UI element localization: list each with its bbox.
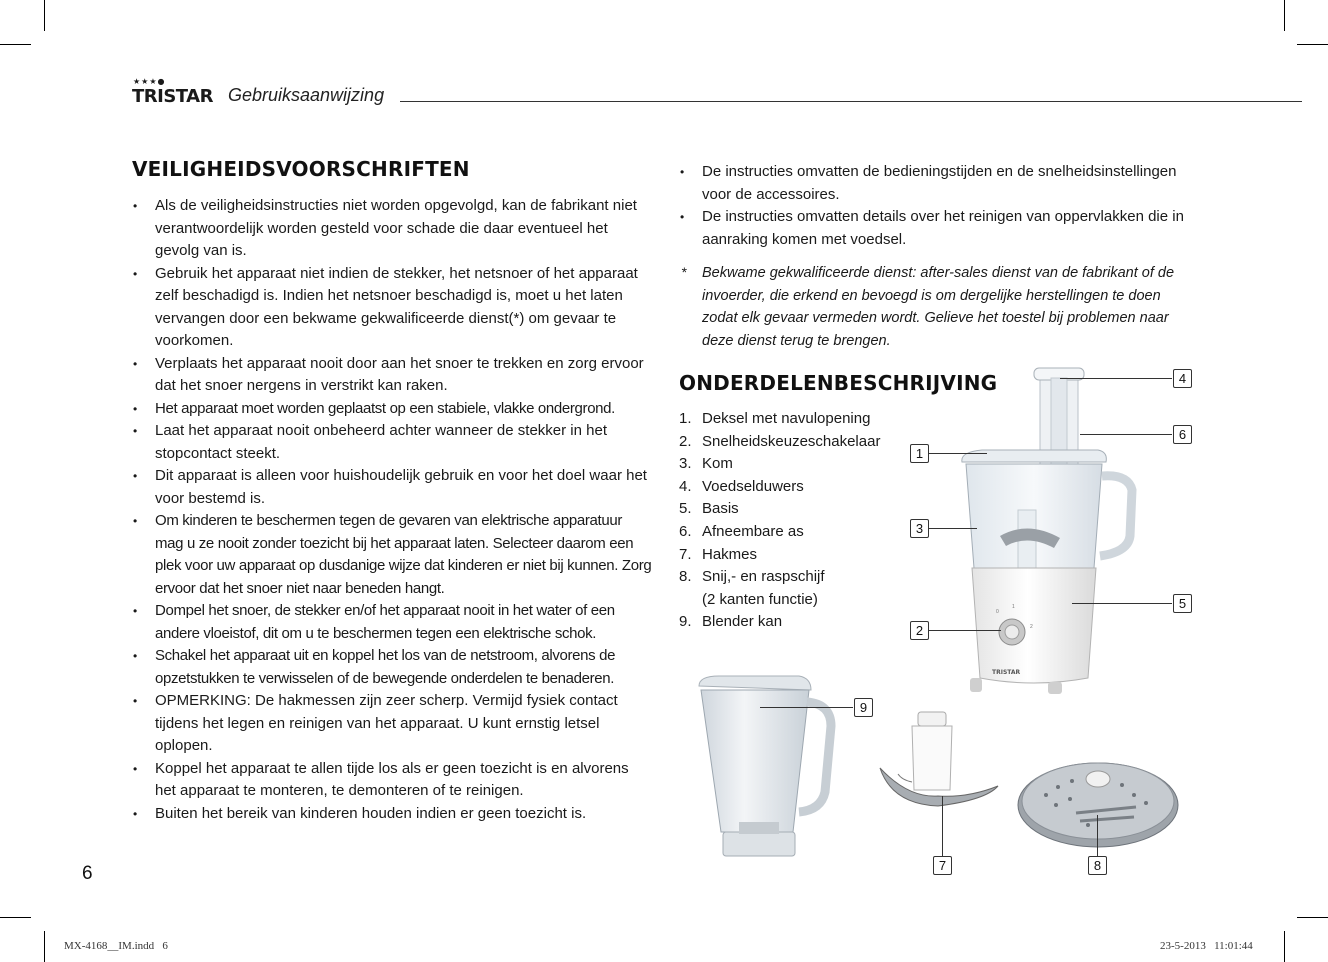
callout-8: 8 (1088, 856, 1107, 875)
safety-list (132, 195, 652, 825)
header-rule (400, 101, 1302, 102)
callout-9: 9 (854, 698, 873, 717)
dial-mark: 0 (996, 609, 999, 615)
safety-item: • Koppel het apparaat te allen tijde los als er geen toezicht is en alvorens het apparaat te monteren, te demonteren of te reinigen. (132, 758, 652, 803)
crop-mark (0, 44, 31, 45)
safety-heading: VEILIGHEIDSVOORSCHRIFTEN (132, 157, 470, 181)
crop-mark (1297, 44, 1328, 45)
callout-leader (929, 453, 987, 454)
crop-mark (44, 931, 45, 962)
document-title: Gebruiksaanwijzing (228, 85, 385, 105)
safety-item: • Gebruik het apparaat niet indien de stekker, het netsnoer of het apparaat zelf beschadigd is. Indien het netsnoer beschadigd is, moet u het laten vervangen door een bekwame gekwalificeerde dienst(*) om gevaar te voorkomen. (132, 263, 652, 353)
parts-list (679, 408, 899, 634)
slug-datetime: 23-5-2013 11:01:44 (1160, 940, 1253, 952)
safety-item: • Dompel het snoer, de stekker en/of het apparaat nooit in het water of een andere vloeistof, dit om u te beschermen tegen een elektrische schok. (132, 600, 652, 645)
safety-item: • Verplaats het apparaat nooit door aan het snoer te trekken en zorg ervoor dat het snoer nergens in verstrikt kan raken. (132, 353, 652, 398)
dial-mark: 1 (1012, 604, 1015, 610)
callout-leader (1097, 815, 1098, 856)
instructions-item: • De instructies omvatten de bedieningstijden en de snelheidsinstellingen voor de accessoires. (679, 161, 1199, 206)
callout-2: 2 (910, 621, 929, 640)
crop-mark (1284, 931, 1285, 962)
footnote-marker: * (681, 264, 687, 280)
parts-item: 4. Voedselduwers (679, 477, 804, 495)
chopping-blade-illustration (878, 708, 1003, 818)
parts-item: 2. Snelheidskeuzeschakelaar (679, 432, 881, 450)
callout-1: 1 (910, 444, 929, 463)
footnote-text: Bekwame gekwalificeerde dienst: after-sales dienst van de fabrikant of de invoerder, die erkend en bevoegd is om dergelijke herstellingen te doen zodat elk gevaar vermeden wordt. Gelieve het toestel bij problemen naar deze dienst terug te brengen. (702, 265, 1175, 350)
callout-leader (1072, 603, 1172, 604)
callout-leader (929, 630, 1001, 631)
appliance-brand: TRISTAR (992, 669, 1021, 676)
parts-item: 6. Afneembare as (679, 522, 804, 540)
safety-item: • Schakel het apparaat uit en koppel het los van de netstroom, alvorens de opzetstukken te verwisselen of de bewegende onderdelen te benaderen. (132, 645, 652, 690)
crop-mark (1284, 0, 1285, 31)
callout-6: 6 (1173, 425, 1192, 444)
food-processor-illustration (930, 360, 1140, 705)
safety-item: • Laat het apparaat nooit onbeheerd achter wanneer de stekker in het stopcontact steekt. (132, 420, 652, 465)
brand-stars-icon: ★★★● (133, 77, 166, 86)
callout-3: 3 (910, 519, 929, 538)
blender-jug-illustration (695, 672, 835, 867)
instructions-item: • De instructies omvatten details over het reinigen van oppervlakken die in aanraking komen met voedsel. (679, 206, 1199, 251)
callout-leader (760, 707, 853, 708)
safety-item: • Buiten het bereik van kinderen houden indien er geen toezicht is. (132, 803, 652, 826)
callout-leader (1060, 378, 1172, 379)
callout-leader (929, 528, 977, 529)
callout-5: 5 (1173, 594, 1192, 613)
parts-item: 5. Basis (679, 500, 739, 518)
safety-item: • Om kinderen te beschermen tegen de gevaren van elektrische apparatuur mag u ze nooit zonder toezicht bij het apparaat laten. Selecteer daarom een plek voor uw apparaat op dusdanige wijze dat kinderen er niet bij kunnen. Zorg ervoor dat het snoer niet naar beneden hangt. (132, 510, 652, 600)
instructions-list (679, 161, 1199, 251)
crop-mark (1297, 917, 1328, 918)
callout-4: 4 (1173, 369, 1192, 388)
slug-file: MX-4168__IM.indd 6 (64, 940, 168, 952)
parts-heading: ONDERDELENBESCHRIJVING (679, 371, 998, 395)
safety-item: • OPMERKING: De hakmessen zijn zeer scherp. Vermijd fysiek contact tijdens het legen en reinigen van het apparaat. U kunt ernstig letsel oplopen. (132, 690, 652, 758)
parts-item: 8. Snij,- en raspschijf (679, 568, 825, 586)
safety-item: • Dit apparaat is alleen voor huishoudelijk gebruik en voor het doel waar het voor bestemd is. (132, 465, 652, 510)
callout-leader (1080, 434, 1172, 435)
parts-item: (2 kanten functie) (702, 590, 818, 608)
callout-7: 7 (933, 856, 952, 875)
parts-item: 7. Hakmes (679, 545, 758, 563)
dial-mark: 2 (1030, 624, 1033, 630)
safety-item: • Het apparaat moet worden geplaatst op een stabiele, vlakke ondergrond. (132, 398, 652, 421)
crop-mark (0, 917, 31, 918)
callout-leader (942, 796, 943, 856)
safety-item: • Als de veiligheidsinstructies niet worden opgevolgd, kan de fabrikant niet verantwoordelijk worden gesteld voor schade die daar eventueel het gevolg van is. (132, 195, 652, 263)
parts-item: 9. Blender kan (679, 613, 783, 631)
parts-item: 3. Kom (679, 455, 733, 473)
parts-item: 1. Deksel met navulopening (679, 410, 871, 427)
brand-wordmark: TRISTAR (132, 86, 213, 107)
slicing-disc-illustration (1016, 755, 1181, 850)
crop-mark (44, 0, 45, 31)
page-number: 6 (82, 863, 93, 884)
